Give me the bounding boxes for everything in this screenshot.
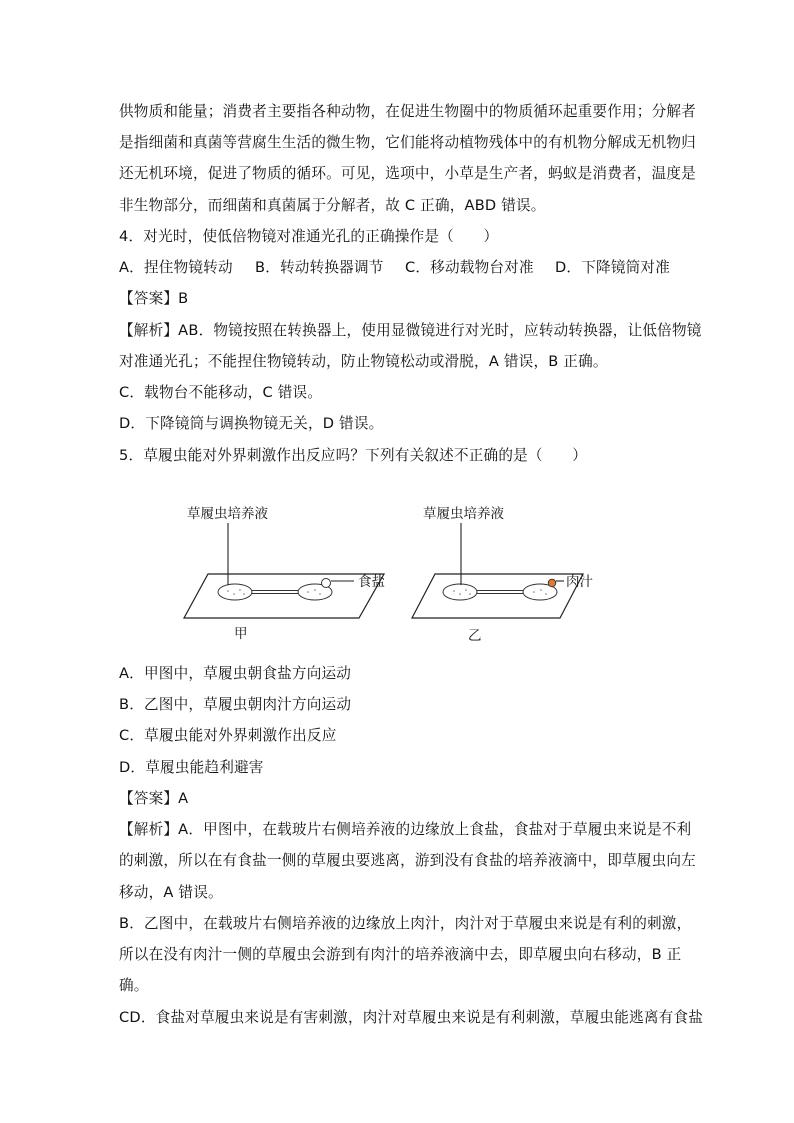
- paragraph-line: 非生物部分，而细菌和真菌属于分解者，故 C 正确，ABD 错误。: [119, 197, 546, 214]
- paramecium-figure: [170, 495, 620, 655]
- question-5-analysis-line: 【解析】A．甲图中，在载玻片右侧培养液的边缘放上食盐，食盐对于草履虫来说是不利: [119, 821, 692, 838]
- question-5-analysis-line: 移动，A 错误。: [119, 884, 223, 901]
- question-5-stem: 5．草履虫能对外界刺激作出反应吗？下列有关叙述不正确的是（ ）: [119, 447, 588, 464]
- question-5-analysis-line: 的刺激，所以在有食盐一侧的草履虫要逃离，游到没有食盐的培养液滴中，即草履虫向左: [119, 852, 696, 869]
- option-b: B．转动转换器调节: [255, 259, 384, 276]
- question-5-option-b: B．乙图中，草履虫朝肉汁方向运动: [119, 696, 352, 713]
- culture-drop-left: [218, 584, 252, 600]
- question-5-analysis-line: CD．食盐对草履虫来说是有害刺激，肉汁对草履虫来说是有利刺激，草履虫能逃离有食盐: [119, 1009, 703, 1026]
- option-a: A．捏住物镜转动: [119, 259, 233, 276]
- question-4-analysis-line: C．载物台不能移动，C 错误。: [119, 384, 323, 401]
- paragraph-line: 供物质和能量；消费者主要指各种动物，在促进生物圈中的物质循环起重要作用；分解者: [119, 103, 696, 120]
- question-5-analysis-line: 确。: [119, 977, 149, 994]
- question-4-stem: 4．对光时，使低倍物镜对准通光孔的正确操作是（ ）: [119, 228, 499, 245]
- paramecium-diagram: [170, 495, 620, 655]
- question-4-options: [119, 258, 670, 278]
- question-4-analysis-line: 【解析】AB．物镜按照在转换器上，使用显微镜进行对光时，应转动转换器，让低倍物镜: [119, 322, 702, 339]
- paragraph-line: 是指细菌和真菌等营腐生生活的微生物，它们能将动植物残体中的有机物分解成无机物归: [119, 134, 696, 151]
- label-salt: 食盐: [358, 574, 385, 590]
- meat-juice-drop: [548, 579, 556, 587]
- slide-left: [184, 505, 385, 642]
- option-d: D．下降镜筒对准: [555, 259, 670, 276]
- label-meat-juice: 肉汁: [566, 574, 593, 590]
- culture-drop-left: [443, 584, 477, 600]
- label-culture-right: 草履虫培养液: [423, 506, 504, 522]
- question-4-analysis-line: 对准通光孔；不能捏住物镜转动，防止物镜松动或滑脱，A 错误，B 正确。: [119, 353, 608, 370]
- caption-yi: 乙: [468, 628, 482, 644]
- question-4-analysis-line: D．下降镜筒与调换物镜无关，D 错误。: [119, 415, 384, 432]
- question-5-option-d: D．草履虫能趋利避害: [119, 759, 264, 776]
- caption-jia: 甲: [234, 626, 248, 642]
- salt-grain: [322, 579, 331, 588]
- question-5-analysis-line: B．乙图中，在载玻片右侧培养液的边缘放上肉汁，肉汁对于草履虫来说是有利的刺激，: [119, 915, 692, 932]
- label-culture-left: 草履虫培养液: [187, 506, 268, 522]
- paragraph-line: 还无机环境，促进了物质的循环。可见，选项中，小草是生产者，蚂蚁是消费者，温度是: [119, 165, 696, 182]
- question-5-answer: 【答案】A: [119, 790, 189, 807]
- slide-right: [412, 505, 594, 644]
- question-4-answer: 【答案】B: [119, 290, 189, 307]
- question-5-analysis-line: 所以在没有肉汁一侧的草履虫会游到有肉汁的培养液滴中去，即草履虫向右移动，B 正: [119, 946, 682, 963]
- question-5-option-c: C．草履虫能对外界刺激作出反应: [119, 727, 337, 744]
- question-5-option-a: A．甲图中，草履虫朝食盐方向运动: [119, 665, 352, 682]
- option-c: C．移动载物台对准: [405, 259, 534, 276]
